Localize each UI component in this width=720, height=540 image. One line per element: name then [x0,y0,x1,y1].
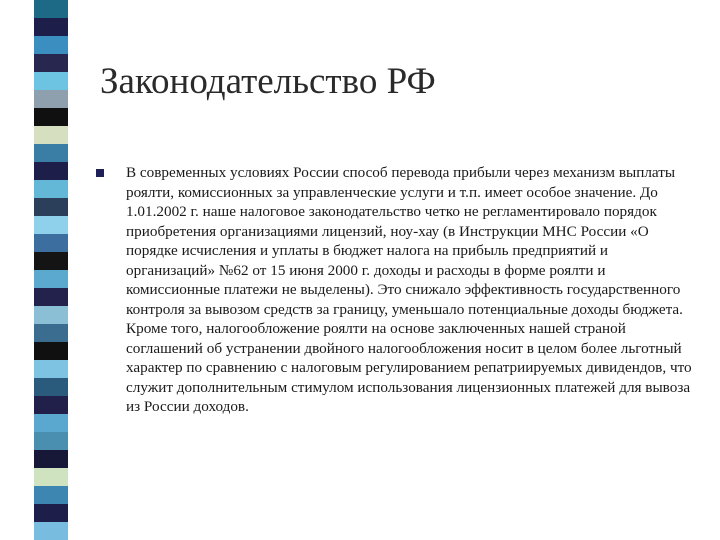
stripe-segment [34,216,68,234]
stripe-segment [34,270,68,288]
stripe-segment [34,252,68,270]
stripe-segment [34,486,68,504]
stripe-segment [34,468,68,486]
stripe-segment [34,360,68,378]
stripe-segment [34,342,68,360]
stripe-segment [34,522,68,540]
stripe-segment [34,0,68,18]
slide-title: Законодательство РФ [100,61,436,102]
stripe-segment [34,144,68,162]
stripe-segment [34,396,68,414]
stripe-segment [34,198,68,216]
stripe-segment [34,72,68,90]
stripe-segment [34,324,68,342]
stripe-segment [34,54,68,72]
stripe-segment [34,162,68,180]
stripe-segment [34,180,68,198]
stripe-segment [34,378,68,396]
stripe-segment [34,414,68,432]
stripe-segment [34,36,68,54]
stripe-segment [34,90,68,108]
stripe-segment [34,288,68,306]
decorative-stripe-bar [34,0,68,540]
stripe-segment [34,234,68,252]
stripe-segment [34,126,68,144]
bullet-item [96,163,700,417]
stripe-segment [34,432,68,450]
stripe-segment [34,450,68,468]
bullet-text: В современных условиях России способ перевода прибыли через механизм выплаты роялти, комиссионных за управленческие услуги и т.п. имеет особое значение. До 1.01.2002 г. наше налоговое законодательство четко не регламентировало порядок приобретения организациями лицензий, ноу-хау (в Инструкции МНС России «О порядке исчисления и уплаты в бюджет налога на прибыль предприятий и организаций» №62 от 15 июня 2000 г. доходы и расходы в форме роялти и комиссионные платежи не выделены). Это снижало эффективность государственного контроля за вывозом средств за границу, уменьшало потенциальные доходы бюджета. Кроме того, налогообложение роялти на основе заключенных нашей страной соглашений об устранении двойного налогообложения носит в целом более льготный характер по сравнению с налоговым регулированием репатриируемых дивидендов, что служит дополнительным стимулом использования лицензионных платежей для вывоза из России доходов. [126,164,692,415]
square-bullet-icon [96,169,104,177]
stripe-segment [34,108,68,126]
stripe-segment [34,306,68,324]
slide-content [96,163,700,417]
stripe-segment [34,504,68,522]
stripe-segment [34,18,68,36]
